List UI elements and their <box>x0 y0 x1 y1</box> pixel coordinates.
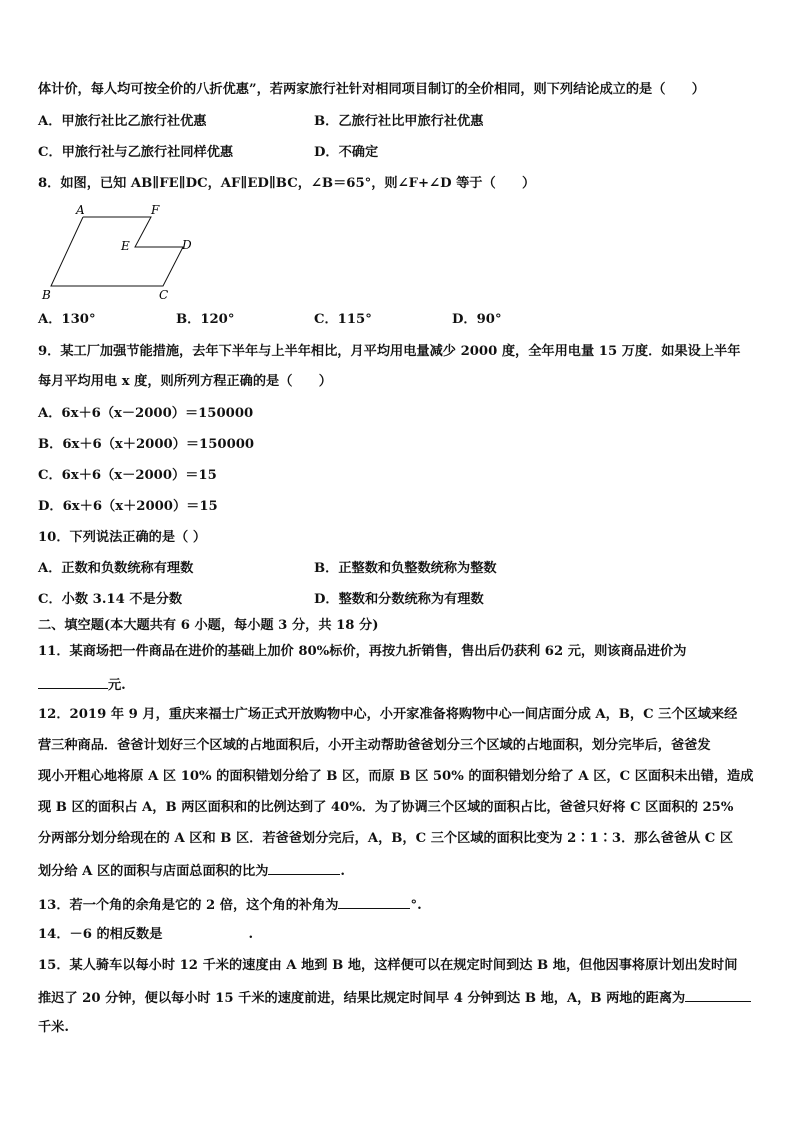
q9-option-c: C．6x＋6（x－2000）＝15 <box>38 468 217 483</box>
q9-stem-line1: 9．某工厂加强节能措施，去年下半年与上半年相比，月平均用电量减少 2000 度，全年用电量 15 万度．如果设上半年 <box>38 344 741 359</box>
q7-option-c: C．甲旅行社与乙旅行社同样优惠 <box>38 145 234 160</box>
q14-tail: . <box>248 927 254 942</box>
q8-figure <box>36 202 206 302</box>
q8-stem: 8．如图，已知 AB∥FE∥DC，AF∥ED∥BC，∠B＝65°，则∠F+∠D 等于（ ） <box>38 176 536 191</box>
q9-stem-line2: 每月平均用电 x 度，则所列方程正确的是（ ） <box>38 374 332 389</box>
q15-answer-blank[interactable] <box>685 987 751 1002</box>
q12-line3: 现小开粗心地将原 A 区 10% 的面积错划分给了 B 区，而原 B 区 50% 的面积错划分给了 A 区，C 区面积未出错，造成 <box>38 769 754 784</box>
q13-answer-blank[interactable] <box>338 894 410 909</box>
q12-line2: 营三种商品．爸爸计划好三个区域的占地面积后，小开主动帮助爸爸划分三个区域的占地面积，划分完毕后，爸爸发 <box>38 738 711 753</box>
q9-option-b: B．6x＋6（x＋2000）＝150000 <box>38 437 255 452</box>
q13-line <box>38 894 422 916</box>
q10-stem: 10．下列说法正确的是（ ） <box>38 530 207 545</box>
q14-line <box>38 925 253 945</box>
q10-option-c: C．小数 3.14 不是分数 <box>38 592 183 607</box>
q11-tail: 元. <box>108 678 126 693</box>
q8-option-d: D．90° <box>452 312 502 327</box>
q12-line6 <box>38 860 345 882</box>
q10-option-b: B．正整数和负整数统称为整数 <box>314 561 497 576</box>
q10-option-a: A．正数和负数统称有理数 <box>38 561 194 576</box>
q15-stem2: 推迟了 20 分钟，便以每小时 15 千米的速度前进，结果比规定时间早 4 分钟到达 B 地，A，B 两地的距离为 <box>38 991 686 1006</box>
q12-answer-blank[interactable] <box>268 860 340 875</box>
q8-option-b: B．120° <box>176 312 235 327</box>
q8-option-c: C．115° <box>314 312 372 327</box>
q8-label-f: F <box>151 203 160 217</box>
q10-option-d: D．整数和分数统称为有理数 <box>314 592 484 607</box>
q11-stem: 11．某商场把一件商品在进价的基础上加价 80%标价，再按九折销售，售出后仍获利 62 元，则该商品进价为 <box>38 644 687 659</box>
q15-stem-line2 <box>38 987 751 1009</box>
q11-answer-blank[interactable] <box>38 674 108 689</box>
q15-stem-line1: 15．某人骑车以每小时 12 千米的速度由 A 地到 B 地，这样便可以在规定时间到达 B 地，但他因事将原计划出发时间 <box>38 958 738 973</box>
q12-last-text: 划分给 A 区的面积与店面总面积的比为 <box>38 864 269 879</box>
q7-option-a: A．甲旅行社比乙旅行社优惠 <box>38 114 207 129</box>
q7-option-b: B．乙旅行社比甲旅行社优惠 <box>314 114 484 129</box>
q12-line1: 12．2019 年 9 月，重庆来福士广场正式开放购物中心，小开家准备将购物中心一间店面分成 A，B，C 三个区域来经 <box>38 707 738 722</box>
q9-option-a: A．6x＋6（x－2000）＝150000 <box>38 406 254 421</box>
q8-label-e: E <box>121 239 130 253</box>
q12-line4: 现 B 区的面积占 A，B 两区面积和的比例达到了 40%．为了协调三个区域的面积占比，爸爸只好将 C 区面积的 25% <box>38 800 734 815</box>
q8-label-d: D <box>182 238 192 252</box>
section-heading-fill-in: 二、填空题(本大题共有 6 小题，每小题 3 分，共 18 分) <box>38 618 379 633</box>
q14-stem: 14．－6 的相反数是 <box>38 927 163 942</box>
q8-label-b: B <box>42 288 51 302</box>
q7-stem: 体计价，每人均可按全价的八折优惠”，若两家旅行社针对相同项目制订的全价相同，则下列结论成立的是（ ） <box>38 82 705 97</box>
q8-option-a: A．130° <box>38 312 96 327</box>
q13-tail: °. <box>410 898 422 913</box>
q12-line5: 分两部分划分给现在的 A 区和 B 区．若爸爸划分完后，A，B，C 三个区域的面积比变为 2∶1∶3．那么爸爸从 C 区 <box>38 831 734 846</box>
q11-answer-line <box>38 674 126 696</box>
q7-option-d: D．不确定 <box>314 145 379 160</box>
q15-tail: 千米. <box>38 1020 69 1035</box>
q8-label-a: A <box>76 203 85 217</box>
q8-hexagon-outline <box>51 217 183 286</box>
q13-stem: 13．若一个角的余角是它的 2 倍，这个角的补角为 <box>38 898 339 913</box>
q8-label-c: C <box>159 288 169 302</box>
q12-tail: . <box>340 864 346 879</box>
q9-option-d: D．6x＋6（x＋2000）＝15 <box>38 499 218 514</box>
